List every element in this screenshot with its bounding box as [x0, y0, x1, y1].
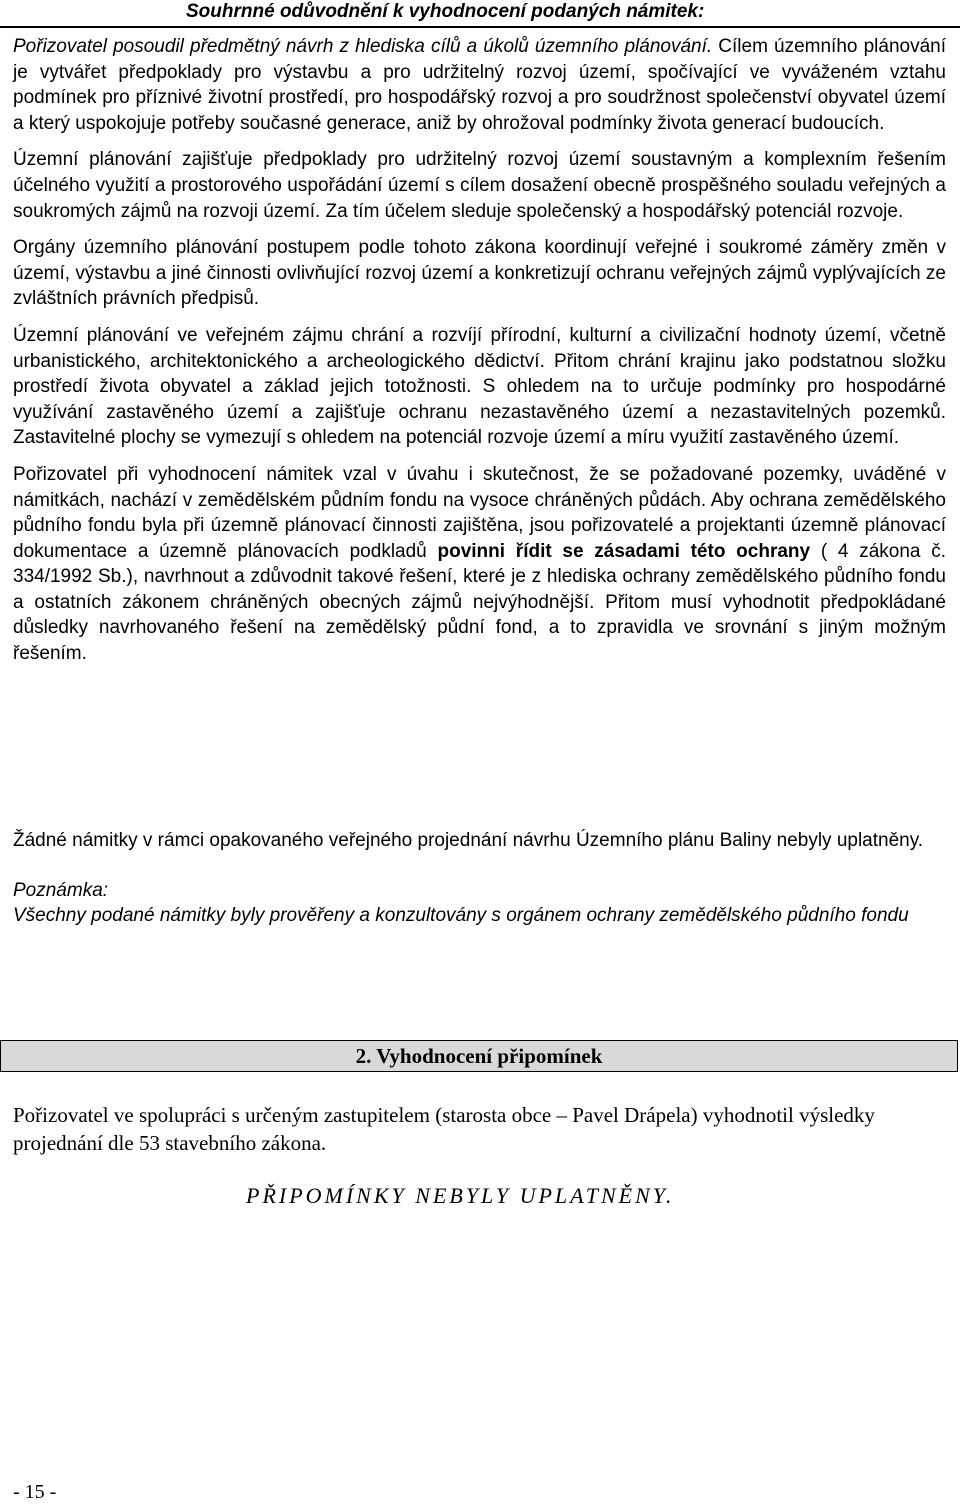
paragraph-authorities: Orgány územního plánování postupem podle tohoto zákona koordinují veřejné i soukromé záměry změn v území, výstavbu a jiné činnosti ovlivňující rozvoj území a konkretizují ochranu veřejných zájmů vyplývajících ze zvláštních právních předpisů.	[13, 237, 946, 310]
paragraph-agricultural-land-b: ( 4 zákona č. 334/1992 Sb.), navrhnout a zdůvodnit takové řešení, které je z hlediska ochrany zemědělského půdního fondu a ostatních zákonem chráněných obecných zájmů nejvýhodnější. Přitom musí vyhodnotit předpokládané důsledky navrhovaného řešení na zemědělský půdní fond, a to zpravidla ve srovnání s jiným možným řešením.	[13, 540, 947, 665]
page-title: Souhrnné odůvodnění k vyhodnocení podaných námitek:	[186, 1, 705, 22]
comments-evaluation	[13, 1101, 923, 1157]
paragraph-agricultural-land	[13, 462, 946, 667]
page-header	[0, 0, 960, 28]
paragraph-goals	[13, 34, 946, 136]
note-label: Poznámka:	[13, 879, 109, 901]
paragraph-public-interest: Územní plánování ve veřejném zájmu chrání a rozvíjí přírodní, kulturní a civilizační hodnoty území, včetně urbanistického, architektonického a archeologického dědictví. Přitom chrání krajinu jako podstatnou složku prostředí života obyvatel a základ jejich totožnosti. S ohledem na to určuje podmínky pro hospodárné využívání zastavěného území a zajišťuje ochranu nezastavěného území a nezastavitelných pozemků. Zastavitelné plochy se vymezují s ohledem na potenciál rozvoje území a míru využití zastavěného území.	[13, 324, 946, 449]
notes-section	[13, 828, 946, 929]
justification-section	[13, 34, 946, 678]
note-text: Všechny podané námitky byly prověřeny a konzultovány s orgánem ochrany zemědělského půdního fondu	[13, 905, 909, 927]
no-objections-text: Žádné námitky v rámci opakovaného veřejného projednání návrhu Územního plánu Baliny nebyly uplatněny.	[13, 830, 924, 851]
paragraph-goals-italic: Pořizovatel posoudil předmětný návrh z hlediska cílů a úkolů územního plánování.	[13, 36, 713, 57]
paragraph-goals-text: Cílem územního plánování je vytvářet předpoklady pro výstavbu a pro udržitelný rozvoj území, spočívající ve vyváženém vztahu podmínek pro příznivé životní prostředí, pro hospodářský rozvoj a pro soudržnost společenství obyvatel území a který uspokojuje potřeby současné generace, aniž by ohrožoval podmínky života generací budoucích.	[13, 36, 946, 134]
comments-evaluation-text: Pořizovatel ve spolupráci s určeným zastupitelem (starosta obce – Pavel Drápela) vyhodnotil výsledky projednání dle 53 stavebního zákona.	[13, 1103, 875, 1155]
closing-statement: PŘIPOMÍNKY NEBYLY UPLATNĚNY.	[246, 1183, 675, 1208]
paragraph-agricultural-land-a: Pořizovatel při vyhodnocení námitek vzal v úvahu i skutečnost, že se požadované pozemky, uváděné v námitkách, nachází v zemědělském půdním fondu na vysoce chráněných půdách. Aby ochrana zemědělského půdního fondu byla při územně plánovací činnosti zajištěna, jsou pořizovatelé a projektanti územně plánovací dokumentace a územně plánovacích podkladů	[13, 463, 946, 562]
page-number: - 15 -	[13, 1481, 57, 1503]
section-heading-bar	[0, 1040, 958, 1072]
note-block	[13, 878, 946, 929]
section-heading: 2. Vyhodnocení připomínek	[355, 1044, 603, 1068]
paragraph-planning: Územní plánování zajišťuje předpoklady pro udržitelný rozvoj území soustavným a komplexním řešením účelného využití a prostorového uspořádání území s cílem dosažení obecně prospěšného souladu veřejných a soukromých zájmů na rozvoji území. Za tím účelem sleduje společenský a hospodářský potenciál rozvoje.	[13, 149, 946, 222]
paragraph-agricultural-land-bold: povinni řídit se zásadami této ochrany	[437, 540, 811, 562]
